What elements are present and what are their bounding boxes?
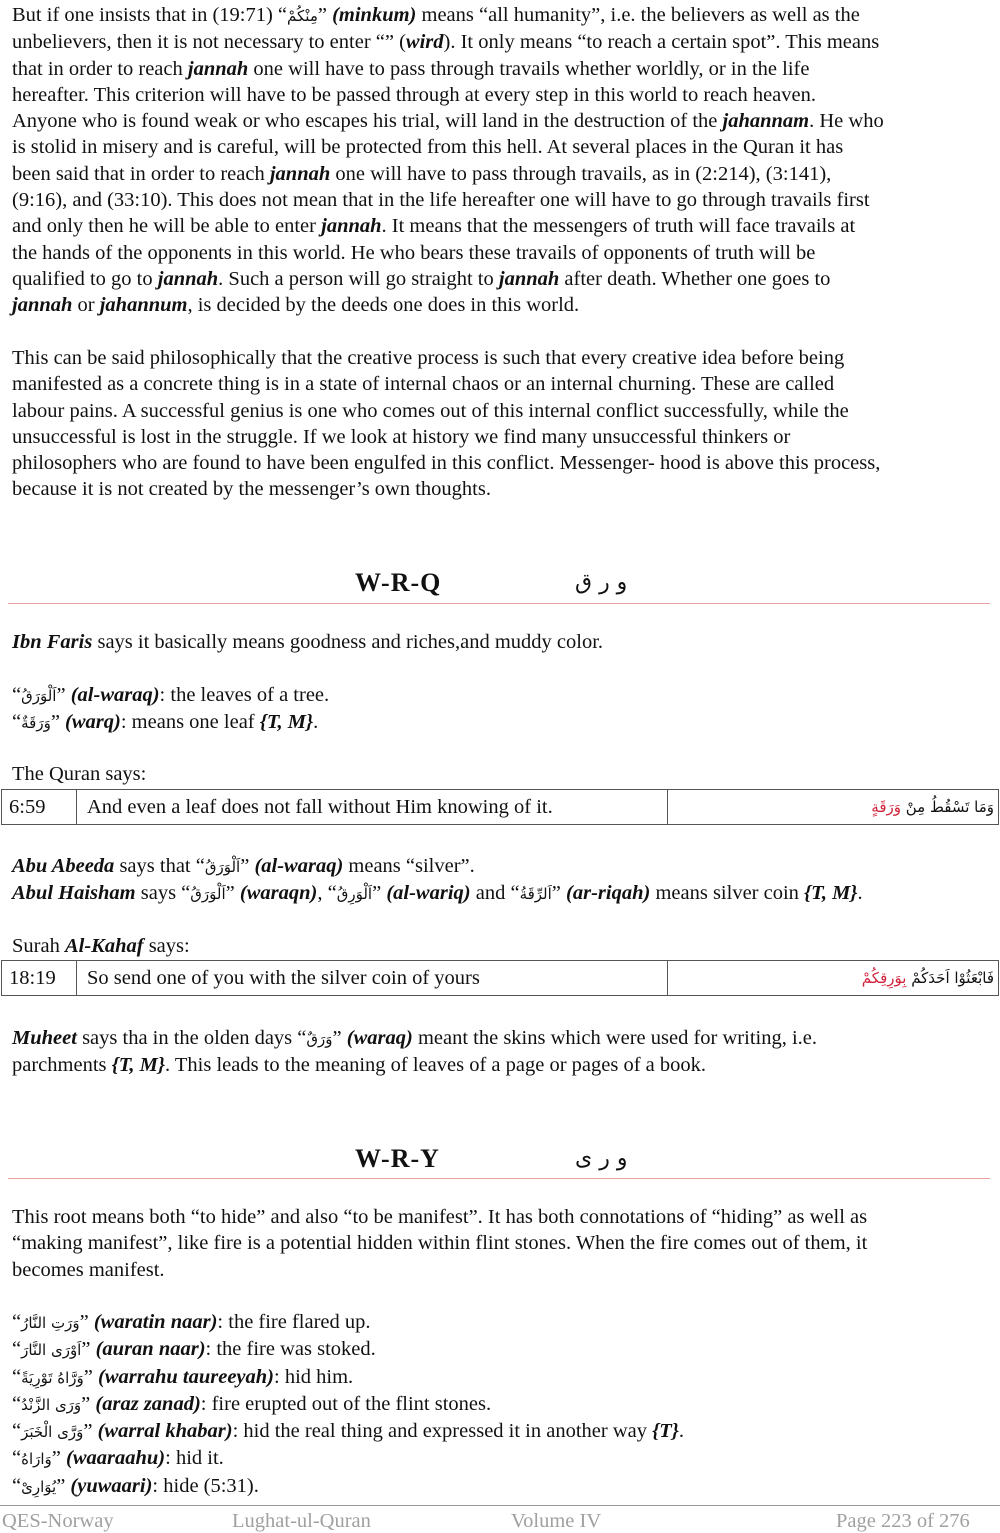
emphasized-term: jannah bbox=[498, 267, 560, 290]
text-line: is stolid in misery and is careful, will be protected from this hell. At several places in the Quran it has bbox=[12, 136, 844, 159]
text-line: that in order to reach jannah one will have to pass through travails whether worldly, or in the life bbox=[12, 57, 810, 80]
verse-arabic: فَابْعَثُوْا اَحَدَكُمْ بِوَرِقِكُمْ bbox=[668, 961, 999, 996]
text-line: Ibn Faris says it basically means goodness and riches,and muddy color. bbox=[12, 631, 604, 653]
footer-volume: Volume IV bbox=[511, 1510, 602, 1532]
arabic-term: اَلْوَرَقُ bbox=[204, 858, 241, 876]
text-line: “وَارَاهُ” (waaraahu): hid it. bbox=[12, 1447, 224, 1470]
philosophy-paragraph bbox=[12, 345, 990, 503]
text-line: “اَلْوَرَقُ” (al-waraq): the leaves of a tree. bbox=[12, 684, 330, 706]
arabic-term: اَلْوَرَقُ bbox=[21, 687, 57, 705]
emphasized-term: jahannam bbox=[722, 110, 810, 133]
quran-reference-table bbox=[1, 960, 999, 996]
text-line: been said that in order to reach jannah one will have to pass through travails, as in (2:214), (3:141), bbox=[12, 162, 832, 185]
section-heading-wry bbox=[0, 1144, 1000, 1174]
text-line: hereafter. This criterion will have to be passed through at every step in this world to reach heaven. bbox=[12, 83, 816, 106]
surah-label bbox=[12, 933, 990, 959]
text-line: qualified to go to jannah. Such a person will go straight to jannah after death. Whether one goes to bbox=[12, 267, 831, 290]
abu-abeeda-paragraph bbox=[12, 853, 990, 908]
emphasized-term: (auran naar) bbox=[95, 1338, 206, 1361]
text-line: Abu Abeeda says that “اَلْوَرَقُ” (al-waraq) means “silver”. bbox=[12, 855, 475, 877]
text-line: “وَرَتِ النَّارُ” (waratin naar): the fire flared up. bbox=[12, 1311, 371, 1333]
text-line: (9:16), and (33:10). This does not mean that in the life hereafter one will have to go through travails first bbox=[12, 189, 870, 212]
emphasized-term: jannah bbox=[187, 57, 249, 80]
emphasized-term: {T, M} bbox=[111, 1054, 166, 1077]
quran-reference-table bbox=[1, 789, 999, 825]
emphasized-term: Abul Haisham bbox=[12, 882, 136, 905]
arabic-term: اَلْوَرَقُ bbox=[190, 885, 226, 904]
arabic-term: وَرَقٌ bbox=[306, 1030, 333, 1048]
page-footer bbox=[0, 1505, 1000, 1533]
text-line: manifested as a concrete thing is in a state of internal chaos or an internal churning. These are called bbox=[12, 373, 835, 396]
footer-page-number: Page 223 of 276 bbox=[836, 1510, 970, 1532]
emphasized-term: (warral khabar) bbox=[97, 1420, 233, 1443]
text-line: parchments {T, M}. This leads to the meaning of leaves of a page or pages of a book. bbox=[12, 1054, 707, 1077]
text-line: “وَرَی الزَّنْدُ” (araz zanad): fire erupted out of the flint stones. bbox=[12, 1392, 492, 1415]
text-line: unbelievers, then it is not necessary to enter “” (wird). It only means “to reach a certain spot”. This means bbox=[12, 31, 880, 54]
emphasized-term: (yuwaari) bbox=[70, 1474, 153, 1497]
root-title: W-R-Q bbox=[355, 568, 442, 597]
text-line: “making manifest”, like fire is a potential hidden within flint stones. When the fire comes out of them, it bbox=[12, 1232, 868, 1255]
arabic-term: وَرَّی الْخَبَرَ bbox=[21, 1423, 84, 1442]
emphasized-term: (araz zanad) bbox=[95, 1392, 201, 1415]
heading-rule bbox=[8, 1178, 990, 1179]
emphasized-term: Muheet bbox=[12, 1027, 77, 1049]
text-line: jannah or jahannum, is decided by the deeds one does in this world. bbox=[12, 294, 580, 317]
section-heading-wrq bbox=[0, 568, 1000, 598]
text-line: unsuccessful is lost in the struggle. If we look at history we find many unsuccessful thinkers or bbox=[12, 425, 791, 448]
text-line: Surah Al-Kahaf says: bbox=[12, 935, 190, 957]
intro-paragraph bbox=[12, 2, 990, 319]
emphasized-term: wird bbox=[405, 31, 444, 54]
heading-rule bbox=[8, 603, 990, 604]
emphasized-term: (waratin naar) bbox=[93, 1311, 218, 1333]
emphasized-term: (al-waraq) bbox=[70, 684, 160, 706]
emphasized-term: (al-waraq) bbox=[254, 855, 344, 877]
text-line: “وَرَقَةٌ” (warq): means one leaf {T, M}. bbox=[12, 711, 319, 734]
verse-arabic: وَمَا تَسْقُطُ مِنْ وَرَقَةٍ bbox=[668, 790, 999, 825]
arabic-term: اَلْوَرِقُ bbox=[336, 885, 373, 904]
emphasized-term: (waraqn) bbox=[239, 882, 318, 905]
emphasized-term: jannah bbox=[12, 294, 73, 317]
quran-reference-row bbox=[2, 790, 999, 825]
wry-definitions bbox=[12, 1309, 990, 1500]
highlighted-word: بِوَرِقِكُمْ bbox=[861, 969, 907, 987]
root-arabic: و ر ق bbox=[575, 570, 628, 595]
emphasized-term: jannah bbox=[269, 162, 331, 185]
text-line: But if one insists that in (19:71) “مِنْكُمْ” (minkum) means “all humanity”, i.e. the believers as well as the bbox=[12, 4, 860, 26]
verse-ref: 18:19 bbox=[2, 961, 77, 996]
emphasized-term: (warq) bbox=[65, 711, 121, 734]
arabic-term: وَرَقَةٌ bbox=[21, 714, 51, 733]
text-line: and only then he will be able to enter jannah. It means that the messengers of truth will face travails at bbox=[12, 215, 856, 238]
text-line: labour pains. A successful genius is one who comes out of this internal conflict successfully, while the bbox=[12, 399, 849, 422]
text-line: “يُوَارِیْ” (yuwaari): hide (5:31). bbox=[12, 1474, 259, 1497]
emphasized-term: jannah bbox=[321, 215, 382, 238]
emphasized-term: Ibn Faris bbox=[12, 631, 93, 653]
arabic-term: اَوْرَی النَّارَ bbox=[21, 1341, 82, 1360]
wry-intro-paragraph bbox=[12, 1204, 990, 1283]
arabic-term: وَرَتِ النَّارُ bbox=[21, 1314, 80, 1332]
text-line: “وَرَّاهُ تَوْرِيَةً” (warrahu taureeyah): hid him. bbox=[12, 1365, 354, 1388]
emphasized-term: (minkum) bbox=[332, 4, 417, 26]
emphasized-term: jannah bbox=[157, 267, 219, 290]
text-line: This can be said philosophically that the creative process is such that every creative idea before being bbox=[12, 347, 845, 369]
emphasized-term: {T, M} bbox=[804, 882, 858, 905]
root-arabic: و ر ی bbox=[575, 1146, 628, 1171]
arabic-term: وَرَی الزَّنْدُ bbox=[21, 1395, 82, 1414]
arabic-term: اَلرِّقَةُ bbox=[519, 885, 552, 904]
arabic-term: وَارَاهُ bbox=[21, 1450, 52, 1469]
text-line: philosophers who are found to have been engulfed in this conflict. Messenger- hood is above this process, bbox=[12, 452, 881, 475]
ibn-faris-line bbox=[12, 629, 990, 655]
emphasized-term: (waraq) bbox=[346, 1027, 413, 1049]
emphasized-term: (waaraahu) bbox=[66, 1447, 166, 1470]
muheet-paragraph bbox=[12, 1025, 990, 1079]
emphasized-term: (ar-riqah) bbox=[566, 882, 651, 905]
text-line: Abul Haisham says “اَلْوَرَقُ” (waraqn), “اَلْوَرِقُ” (al-wariq) and “اَلرِّقَةُ” (ar-riqah) means silver coin {T, M}. bbox=[12, 882, 863, 905]
footer-book-title: Lughat-ul-Quran bbox=[232, 1510, 371, 1532]
emphasized-term: Al-Kahaf bbox=[64, 935, 144, 957]
emphasized-term: {T} bbox=[652, 1420, 679, 1443]
text-line: “وَرَّی الْخَبَرَ” (warral khabar): hid the real thing and expressed it in another way {T}. bbox=[12, 1420, 685, 1443]
arabic-term: وَرَّاهُ تَوْرِيَةً bbox=[21, 1368, 84, 1387]
text-line: Muheet says tha in the olden days “وَرَقٌ” (waraq) meant the skins which were used for writing, i.e. bbox=[12, 1027, 818, 1049]
arabic-term: يُوَارِیْ bbox=[21, 1477, 57, 1496]
text-line: becomes manifest. bbox=[12, 1258, 165, 1281]
verse-translation: And even a leaf does not fall without Him knowing of it. bbox=[77, 790, 668, 825]
waraq-definitions bbox=[12, 682, 990, 737]
emphasized-term: jahannum bbox=[99, 294, 188, 317]
quran-reference-row bbox=[2, 961, 999, 996]
text-line: Anyone who is found weak or who escapes his trial, will land in the destruction of the jahannam. He who bbox=[12, 110, 884, 133]
emphasized-term: {T, M} bbox=[259, 711, 314, 734]
text-line: because it is not created by the messenger’s own thoughts. bbox=[12, 478, 491, 501]
highlighted-word: وَرَقَةٍ bbox=[871, 798, 901, 816]
footer-publisher: QES-Norway bbox=[2, 1510, 114, 1532]
text-line: “اَوْرَی النَّارَ” (auran naar): the fire was stoked. bbox=[12, 1338, 376, 1361]
verse-translation: So send one of you with the silver coin of yours bbox=[77, 961, 668, 996]
text-line: This root means both “to hide” and also “to be manifest”. It has both connotations of “hiding” as well as bbox=[12, 1206, 868, 1228]
quran-says-label: The Quran says: bbox=[12, 763, 147, 785]
text-line: the hands of the opponents in this world. He who bears these travails of opponents of truth will be bbox=[12, 241, 816, 264]
emphasized-term: Abu Abeeda bbox=[12, 855, 115, 877]
root-title: W-R-Y bbox=[355, 1144, 440, 1173]
emphasized-term: (al-wariq) bbox=[386, 882, 471, 905]
verse-ref: 6:59 bbox=[2, 790, 77, 825]
emphasized-term: (warrahu taureeyah) bbox=[98, 1365, 274, 1388]
arabic-term: مِنْكُمْ bbox=[287, 7, 318, 25]
